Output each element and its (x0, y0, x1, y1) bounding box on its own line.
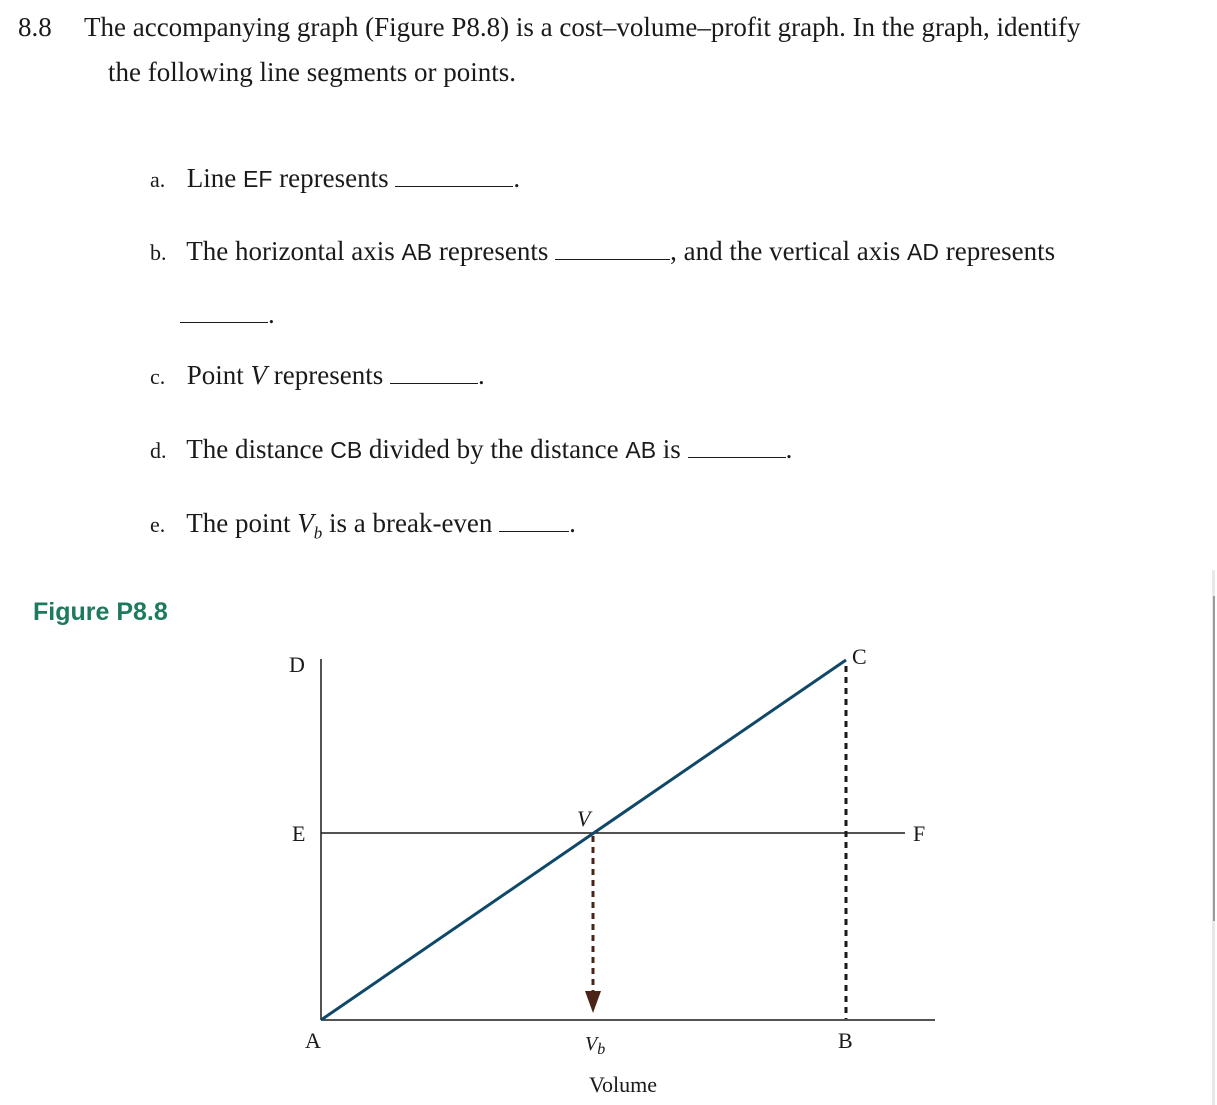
item-a-text2: represents (272, 163, 396, 193)
item-d-label: d. (150, 438, 167, 463)
item-d-term-cb: CB (330, 437, 363, 463)
vb-main: V (585, 1033, 598, 1055)
item-e-var-sub: b (313, 523, 323, 543)
problem-text-line2: the following line segments or points. (108, 57, 516, 87)
item-e-label: e. (150, 512, 166, 537)
item-d-text3: is (656, 434, 688, 464)
item-e-end: . (569, 508, 576, 538)
point-label-c: C (852, 644, 867, 669)
item-d-term-ab: AB (625, 437, 657, 463)
item-b-mid: , and the vertical axis (670, 236, 908, 266)
item-a-end: . (513, 163, 521, 193)
vb-sub: b (597, 1041, 606, 1058)
problem-text-line1: The accompanying graph (Figure P8.8) is a cost–volume–profit graph. In the graph, identify (84, 12, 1081, 42)
item-b-text2: represents (432, 236, 556, 266)
item-a-text1: Line (186, 163, 243, 193)
point-label-a: A (305, 1028, 321, 1053)
item-a-label: a. (150, 167, 166, 192)
item-c-end: . (477, 360, 485, 390)
item-b-text1: The horizontal axis (186, 236, 402, 266)
item-c-label: c. (150, 364, 166, 389)
item-d-text1: The distance (186, 434, 331, 464)
item-c-text2: represents (267, 360, 390, 390)
item-b-text3: represents (938, 236, 1056, 266)
item-d-end: . (785, 434, 793, 464)
point-label-b: B (838, 1028, 853, 1053)
arrowhead-icon (585, 991, 601, 1013)
item-b-end: . (268, 299, 275, 329)
item-e-text2: is a break-even (322, 508, 500, 538)
item-a-term-ef: EF (242, 166, 273, 192)
item-c-text1: Point (186, 360, 251, 390)
point-label-v: V (577, 806, 591, 831)
item-b-label: b. (150, 240, 167, 265)
item-d-text2: divided by the distance (362, 434, 626, 464)
item-e-var-v: V (297, 508, 314, 538)
item-b-term-ab: AB (401, 239, 433, 265)
point-label-e: E (292, 821, 306, 846)
problem-number: 8.8 (18, 12, 52, 42)
item-b-term-ad: AD (907, 239, 939, 265)
x-axis-title: Volume (589, 1072, 658, 1097)
item-c-var-v: V (250, 360, 268, 390)
point-label-d: D (289, 652, 305, 677)
figure-label: Figure P8.8 (33, 598, 168, 626)
point-label-f: F (913, 821, 926, 846)
item-e-text1: The point (186, 508, 298, 538)
line-ac (321, 660, 846, 1020)
point-label-vb (585, 1033, 605, 1058)
